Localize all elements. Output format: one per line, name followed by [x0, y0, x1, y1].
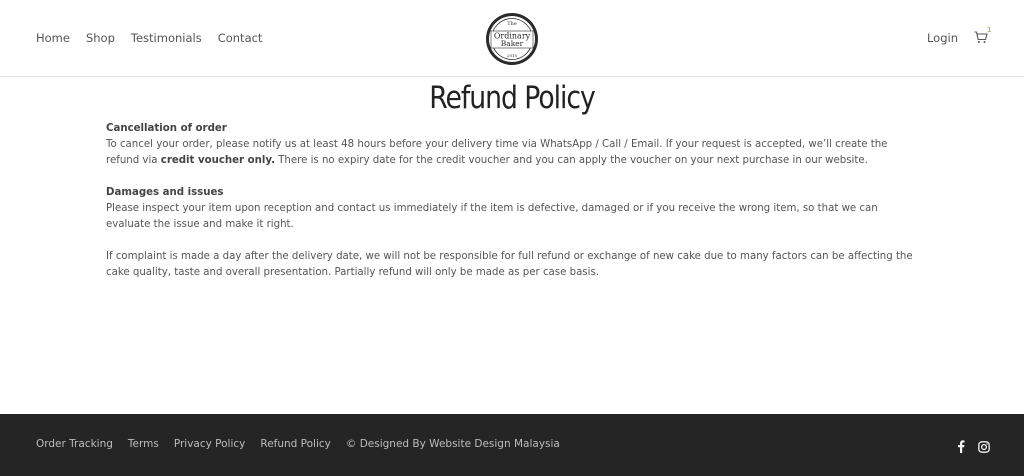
logo-bottom-text: 2015 [506, 53, 518, 58]
damages-text: Please inspect your item upon reception and contact us immediately if the item is defective, damaged or if you receive the wrong item, so that we can evaluate the issue and make it right. [106, 203, 878, 230]
cancellation-heading: Cancellation of order [106, 123, 227, 134]
header-actions [926, 26, 992, 45]
cancellation-section [106, 121, 918, 169]
main-nav [36, 31, 262, 45]
complaint-text: If complaint is made a day after the delivery date, we will not be responsible for full refund or exchange of new cake due to many factors can be affecting the cake quality, taste and overall presentation. Partially refund will only be made as per case basis. [106, 251, 913, 278]
site-header [0, 0, 1024, 77]
logo-line1: Ordinary [493, 31, 531, 41]
footer-credit-link[interactable]: © Designed By Website Design Malaysia [345, 438, 560, 450]
facebook-link[interactable] [957, 438, 965, 457]
cart-button[interactable] [974, 26, 992, 45]
footer-order-tracking-link[interactable]: Order Tracking [36, 438, 113, 450]
cancellation-bold-text: credit voucher only. [160, 155, 275, 166]
cart-count-badge: 1 [987, 26, 992, 34]
complaint-section [106, 249, 918, 281]
site-logo[interactable] [485, 12, 539, 66]
damages-section [106, 185, 918, 233]
footer-refund-policy-link[interactable]: Refund Policy [260, 438, 331, 450]
nav-contact-link[interactable]: Contact [217, 31, 263, 45]
logo-line2: Baker [500, 39, 524, 48]
cancellation-text [106, 137, 918, 169]
nav-home-link[interactable]: Home [36, 31, 70, 45]
nav-shop-link[interactable]: Shop [85, 31, 115, 45]
cancellation-text-part1: To cancel your order, please notify us at least 48 hours before your delivery time via WhatsApp / Call / Email. If your request is accepted, we’ll create the refund via [106, 139, 888, 166]
damages-heading: Damages and issues [106, 187, 224, 198]
login-link[interactable]: Login [926, 31, 958, 45]
logo-top-text: The [507, 21, 517, 27]
shopping-cart-icon [974, 31, 988, 44]
logo-badge [485, 12, 539, 66]
cancellation-text-part2: There is no expiry date for the credit voucher and you can apply the voucher on your next purchase in our website. [274, 155, 868, 166]
policy-content [106, 121, 918, 297]
site-footer [0, 414, 1024, 476]
facebook-icon [957, 440, 965, 453]
footer-links [36, 438, 560, 450]
instagram-icon [978, 441, 990, 453]
footer-terms-link[interactable]: Terms [127, 438, 159, 450]
page-title: Refund Policy [429, 80, 595, 116]
instagram-link[interactable] [978, 438, 990, 457]
nav-testimonials-link[interactable]: Testimonials [130, 31, 202, 45]
footer-privacy-policy-link[interactable]: Privacy Policy [173, 438, 246, 450]
social-links [957, 438, 990, 457]
